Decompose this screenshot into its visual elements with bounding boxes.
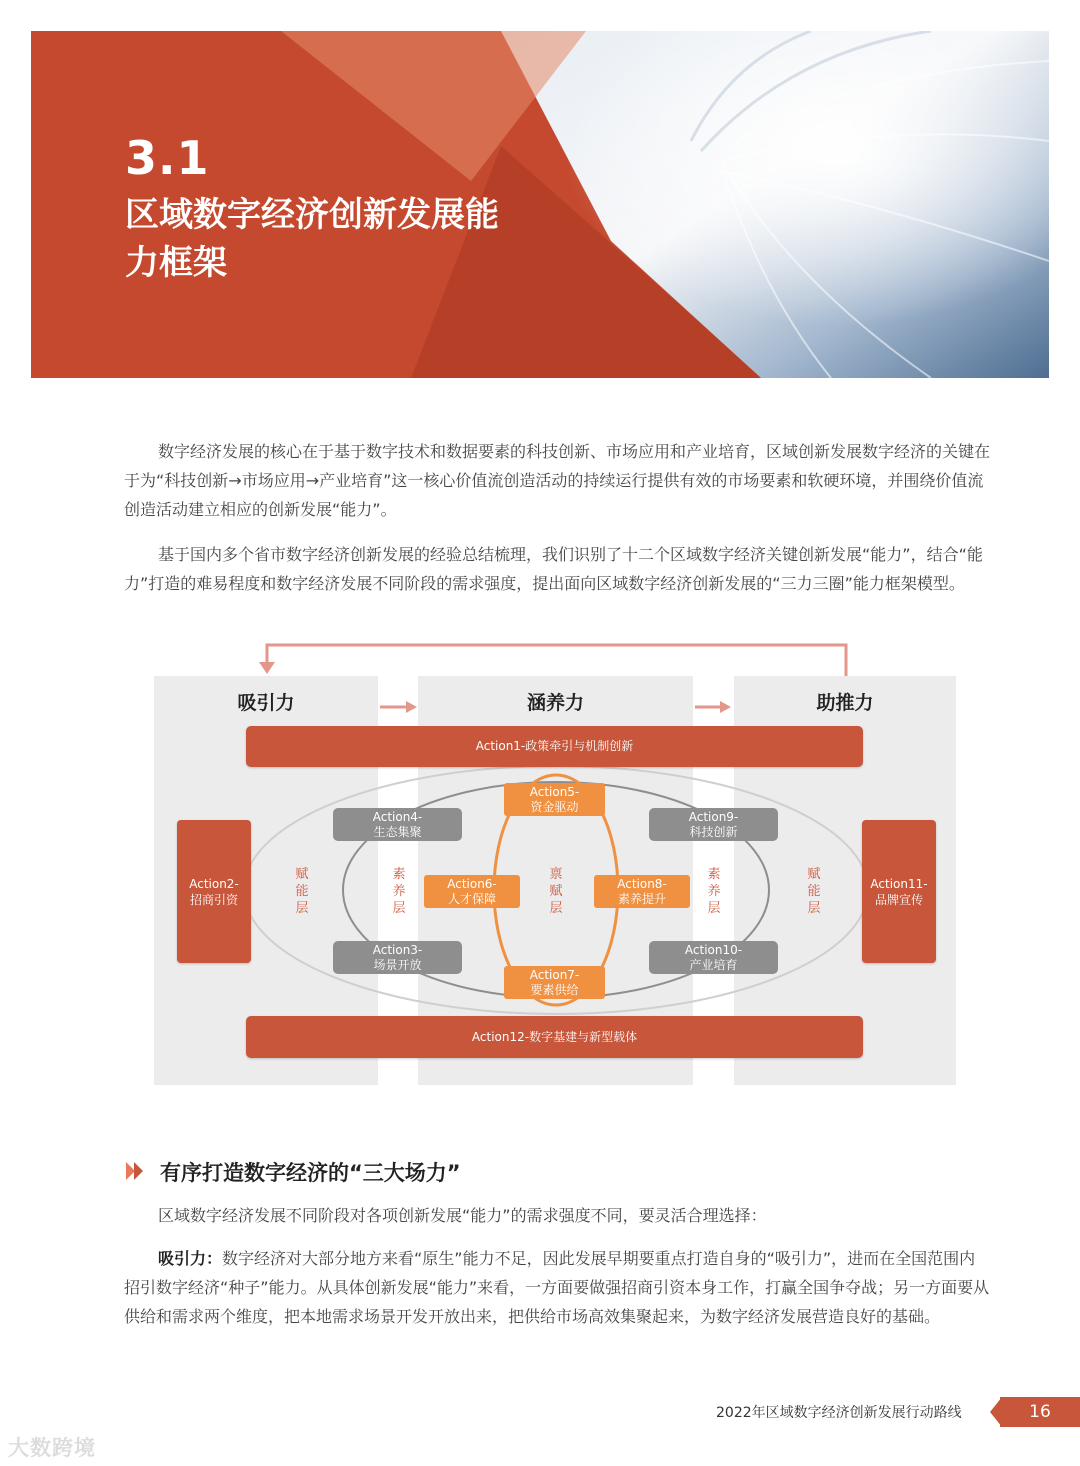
action12-bar: Action12-数字基建与新型载体 [246,1016,863,1058]
attraction-label: 吸引力： [158,1249,223,1268]
footer-doc-title: 2022年区域数字经济创新发展行动路线 [716,1405,962,1421]
action10-box [649,941,778,974]
action10-label: 产业培育 [689,958,738,972]
action7-box [504,966,605,999]
layer-label-outer-left: 赋能层 [295,867,309,916]
section-intro: 区域数字经济发展不同阶段对各项创新发展“能力”的需求强度不同，要灵活合理选择： [158,1206,767,1225]
action2-code: Action2- [189,876,239,891]
action7-label: 要素供给 [530,983,579,997]
section-title: 区域数字经济创新发展能力框架 [125,195,499,283]
layer-label-middle-left: 素养层 [392,867,406,916]
action11-box [862,820,936,963]
column-title-attraction: 吸引力 [237,692,295,714]
attraction-text: 数字经济对大部分地方来看“原生”能力不足，因此发展早期要重点打造自身的“吸引力”，进而在全国范围内招引数字经济“种子”能力。从具体创新发展“能力”来看，一方面要做强招商引资本身工作，打赢全国争夺战；另一方面要从供给和需求两个维度，把本地需求场景开发开放出来，把供给市场高效集聚起来，为数字经济发展营造良好的基础。 [124,1249,990,1326]
action6-box [424,875,520,908]
section-number: 3.1 [125,131,210,185]
action9-box [649,808,778,841]
intro-paragraph-2: 基于国内多个省市数字经济创新发展的经验总结梳理，我们识别了十二个区域数字经济关键创新发展“能力”，结合“能力”打造的难易程度和数字经济发展不同阶段的需求强度，提出面向区域数字经济创新发展的“三力三圈”能力框架模型。 [124,545,983,593]
action6-label: 人才保障 [447,892,496,906]
action11-label: 品牌宣传 [874,892,923,907]
action8-box [594,875,690,908]
action6-code: Action6- [447,877,497,891]
action8-label: 素养提升 [617,892,666,906]
action10-code: Action10- [684,943,743,957]
section-bullet-icon [124,1160,146,1182]
layer-label-outer-right: 赋能层 [807,867,821,916]
action9-code: Action9- [688,810,739,824]
action3-label: 场景开放 [373,958,422,972]
action5-label: 资金驱动 [530,800,579,814]
action3-box [333,941,462,974]
action8-code: Action8- [617,877,667,891]
action5-box [504,783,605,816]
hero-banner [31,31,1049,378]
action4-box [333,808,462,841]
action5-code: Action5- [529,785,580,799]
action4-code: Action4- [372,810,423,824]
attraction-paragraph [124,1244,990,1331]
column-title-boost: 助推力 [816,692,874,714]
section-heading: 有序打造数字经济的“三大场力” [160,1161,461,1185]
action7-code: Action7- [529,968,580,982]
layer-label-inner: 禀赋层 [549,867,563,916]
action11-code: Action11- [870,876,928,891]
layer-label-middle-right: 素养层 [707,867,721,916]
page-number: 16 [1000,1397,1080,1427]
column-title-nurture: 涵养力 [526,692,584,714]
action2-box [177,820,251,963]
action9-label: 科技创新 [689,825,738,839]
action3-code: Action3- [372,943,423,957]
action4-label: 生态集聚 [373,825,422,839]
watermark: 大数跨境 [8,1436,96,1460]
action1-bar: Action1-政策牵引与机制创新 [246,726,863,767]
intro-paragraph-1: 数字经济发展的核心在于基于数字技术和数据要素的科技创新、市场应用和产业培育，区域创新发展数字经济的关键在于为“科技创新→市场应用→产业培育”这一核心价值流创造活动的持续运行提供有效的市场要素和软硬环境，并围绕价值流创造活动建立相应的创新发展“能力”。 [124,442,991,519]
action2-label: 招商引资 [189,892,238,907]
